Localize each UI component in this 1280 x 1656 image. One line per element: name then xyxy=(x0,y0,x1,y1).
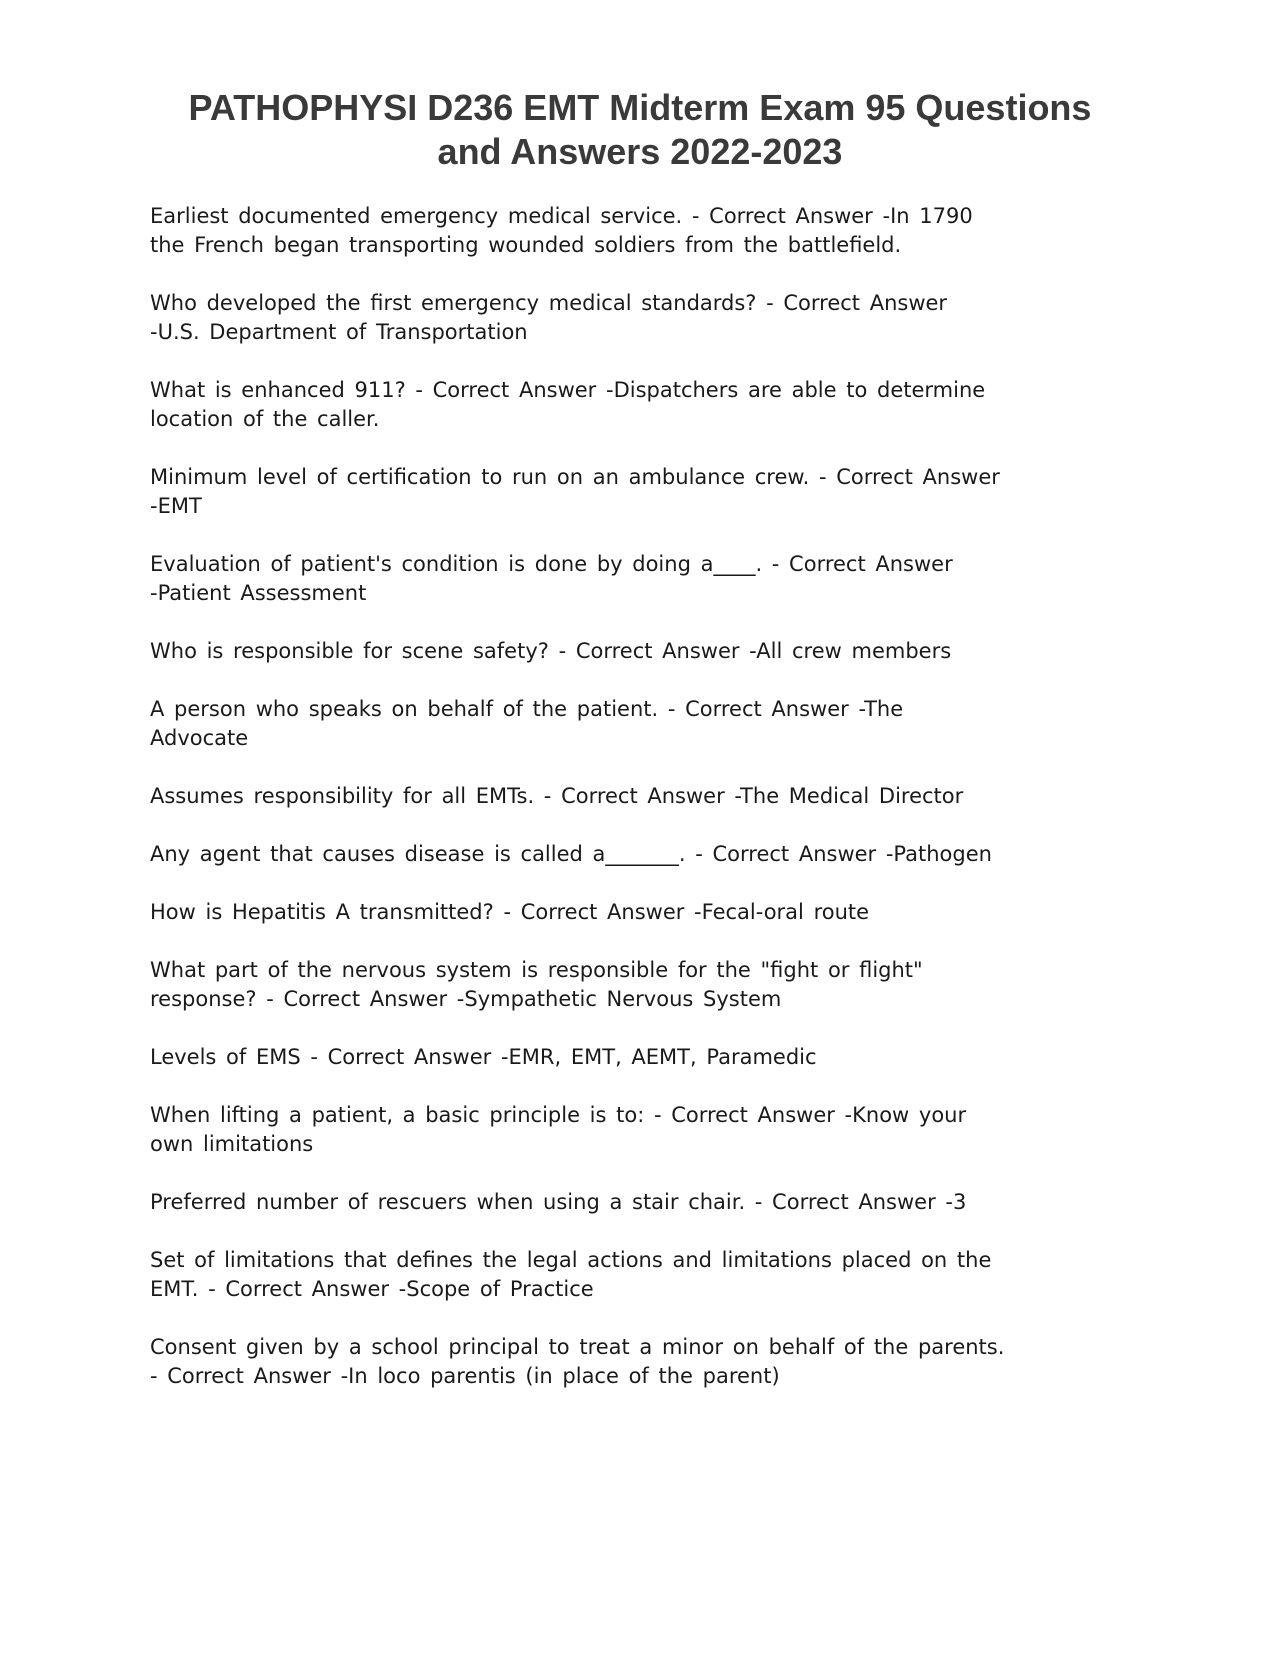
qa-item: Set of limitations that defines the legal actions and limitations placed on the EMT. - Correct Answer -Scope of Practice xyxy=(150,1248,992,1301)
qa-item: Assumes responsibility for all EMTs. - Correct Answer -The Medical Director xyxy=(150,784,964,808)
qa-item: Consent given by a school principal to treat a minor on behalf of the parents. - Correct Answer -In loco parentis (in place of the parent) xyxy=(150,1335,1005,1388)
qa-item: A person who speaks on behalf of the patient. - Correct Answer -The Advocate xyxy=(150,697,904,750)
qa-item: Who developed the first emergency medical standards? - Correct Answer -U.S. Department of Transportation xyxy=(150,291,948,344)
qa-item: What part of the nervous system is responsible for the "fight or flight" response? - Correct Answer -Sympathetic Nervous System xyxy=(150,958,923,1011)
qa-item: Evaluation of patient's condition is done by doing a____. - Correct Answer -Patient Assessment xyxy=(150,552,953,605)
qa-item: Minimum level of certification to run on an ambulance crew. - Correct Answer -EMT xyxy=(150,465,1000,518)
document-title xyxy=(100,86,1180,174)
qa-item: What is enhanced 911? - Correct Answer -Dispatchers are able to determine location of the caller. xyxy=(150,378,986,431)
qa-item: Preferred number of rescuers when using a stair chair. - Correct Answer -3 xyxy=(150,1190,967,1214)
qa-item: Levels of EMS - Correct Answer -EMR, EMT, AEMT, Paramedic xyxy=(150,1045,817,1069)
qa-item: When lifting a patient, a basic principle is to: - Correct Answer -Know your own limitations xyxy=(150,1103,967,1156)
qa-item: Earliest documented emergency medical service. - Correct Answer -In 1790 the French began transporting wounded soldiers from the battlefield. xyxy=(150,204,973,257)
title-line-1: PATHOPHYSI D236 EMT Midterm Exam 95 Questions xyxy=(188,87,1092,128)
title-line-2: and Answers 2022-2023 xyxy=(437,131,843,172)
qa-item: Any agent that causes disease is called a_______. - Correct Answer -Pathogen xyxy=(150,842,992,866)
qa-item: How is Hepatitis A transmitted? - Correct Answer -Fecal-oral route xyxy=(150,900,870,924)
qa-list xyxy=(150,202,1130,1420)
qa-item: Who is responsible for scene safety? - Correct Answer -All crew members xyxy=(150,639,952,663)
